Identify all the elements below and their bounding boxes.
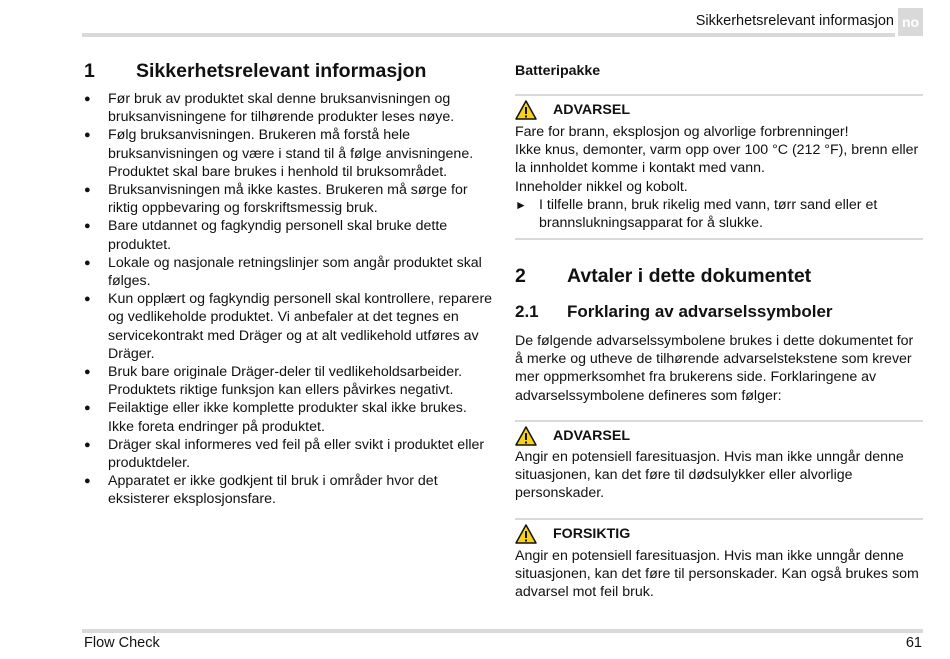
safety-bullet-list [84,90,494,509]
footer-rule [82,629,923,633]
battery-warning-body [515,123,925,232]
footer-product-name: Flow Check [84,635,160,651]
section-2-1-title: Forklaring av advarselssymboler [567,302,833,321]
caution-triangle-icon [515,524,537,544]
battery-warning-line-3: Inneholder nikkel og kobolt. [515,178,688,195]
list-item: ● Bare utdannet og fagkyndig personell skal bruke dette produktet. [84,217,494,253]
section-2-heading [515,265,811,288]
list-item: ● Kun opplært og fagkyndig personell skal kontrollere, reparere og vedlikeholde produktet. Vi anbefaler at det tegnes en servicekontrakt med Dräger og at alt vedlikehold utføres av Dräger. [84,290,494,363]
caution-definition-label-row [515,524,630,544]
warning-triangle-icon [515,100,537,120]
warning-definition-label: ADVARSEL [553,428,630,444]
battery-warning-line-1: Fare for brann, eksplosjon og alvorlige forbrenninger! [515,124,849,140]
list-item: ● Før bruk av produktet skal denne bruksanvisningen og bruksanvisningene for tilhørende produkter leses nøye. [84,90,494,126]
caution-definition-rule [515,518,923,520]
section-1-number: 1 [84,60,95,82]
battery-warning-end-rule [515,238,923,240]
list-item: ● Bruk bare originale Dräger-deler til vedlikeholdsarbeider. Produktets riktige funksjon kan ellers påvirkes negativt. [84,363,494,399]
list-item: ● Apparatet er ikke godkjent til bruk i områder hvor det eksisterer eksplosjonsfare. [84,472,494,508]
page-number: 61 [905,635,922,651]
battery-warning-line-2: Ikke knus, demonter, varm opp over 100 °C (212 °F), brenn eller la innholdet komme i kontakt med vann. [515,142,919,177]
list-item: ● Dräger skal informeres ved feil på eller svikt i produktet eller produktdeler. [84,436,494,472]
battery-warning-label-row [515,100,630,120]
language-badge: no [898,8,923,36]
list-item: ● Lokale og nasjonale retningslinjer som angår produktet skal følges. [84,254,494,290]
battery-warning-rule [515,94,923,96]
section-2-1-intro: De følgende advarselssymbolene brukes i dette dokumentet for å merke og utheve de tilhørende advarselstekstene som krever mer oppmerksomhet fra brukerens side. Forklaringene av advarselssymbolene defineres som følger: [515,333,914,404]
list-item: ● Følg bruksanvisningen. Brukeren må forstå hele bruksanvisningen og være i stand til å følge anvisningene. Produktet skal bare brukes i henhold til bruksområdet. [84,126,494,181]
list-item: ● Feilaktige eller ikke komplette produkter skal ikke brukes. Ikke foreta endringer på produktet. [84,399,494,435]
section-1-heading [84,60,426,83]
battery-warning-label: ADVARSEL [553,102,630,118]
battery-action-item [515,196,925,232]
list-item: ● Bruksanvisningen må ikke kastes. Brukeren må sørge for riktig oppbevaring og forskriftsmessig bruk. [84,181,494,217]
arrow-right-icon: ► [515,197,527,212]
section-2-1-heading [515,302,833,322]
safety-bullet-list-container [84,90,494,509]
caution-definition-text: Angir en potensiell faresituasjon. Hvis man ikke unngår denne situasjonen, kan det føre til personskader. Kan også brukes som advarsel mot feil bruk. [515,548,919,601]
running-header-title: Sikkerhetsrelevant informasjon [695,13,894,29]
warning-definition-label-row [515,426,630,446]
section-2-number: 2 [515,265,526,287]
warning-definition-text: Angir en potensiell faresituasjon. Hvis man ikke unngår denne situasjonen, kan det føre til dødsulykker eller alvorlige personskader. [515,449,904,502]
section-2-1-number: 2.1 [515,302,539,321]
battery-action-text: I tilfelle brann, bruk rikelig med vann, tørr sand eller et brannslukningsapparat for å slukke. [539,196,878,232]
battery-heading: Batteripakke [515,63,601,79]
caution-definition-label: FORSIKTIG [553,526,631,542]
header-rule [82,33,895,37]
warning-definition-rule [515,420,923,422]
section-2-title: Avtaler i dette dokumentet [567,265,812,287]
warning-triangle-icon [515,426,537,446]
section-1-title: Sikkerhetsrelevant informasjon [136,60,427,82]
